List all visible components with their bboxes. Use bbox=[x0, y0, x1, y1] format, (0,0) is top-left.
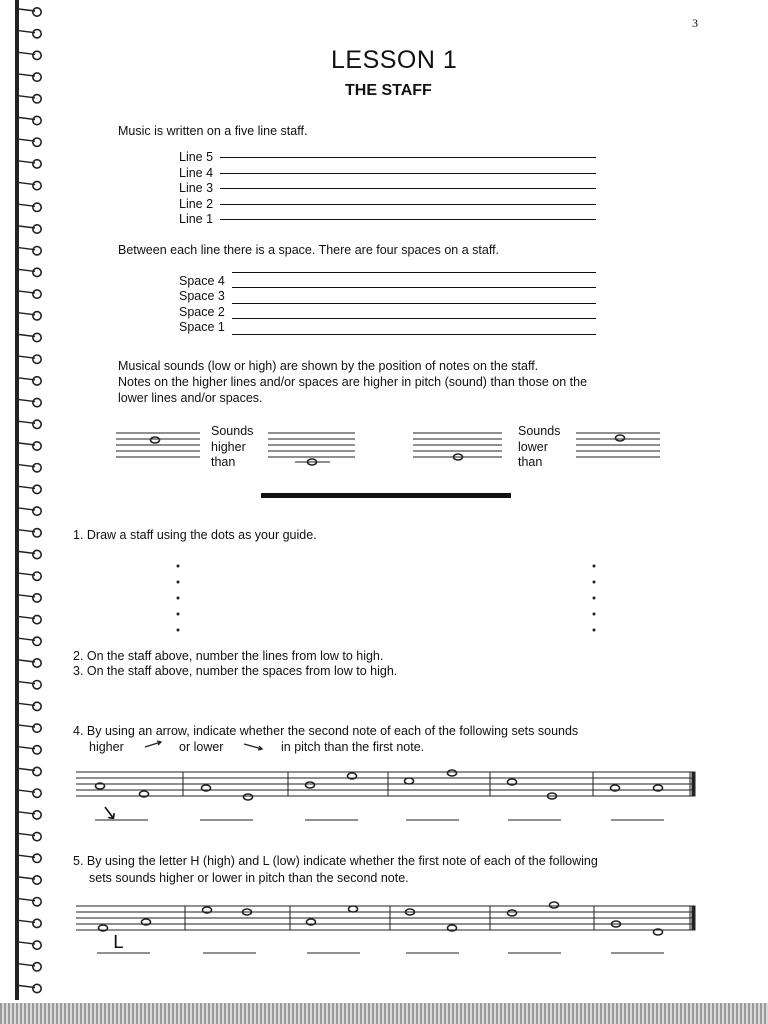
page-number: 3 bbox=[692, 16, 698, 30]
space-label: Space 2 bbox=[179, 305, 225, 319]
question-5-line1: 5. By using the letter H (high) and L (low) indicate whether the first note of each of the following bbox=[73, 854, 598, 868]
pitch-paragraph-line: Musical sounds (low or high) are shown by the position of notes on the staff. bbox=[118, 359, 539, 373]
pitch-paragraph-line: Notes on the higher lines and/or spaces are higher in pitch (sound) than those on the bbox=[118, 375, 588, 389]
question-4-higher: higher bbox=[89, 740, 124, 754]
example-higher-label: Sounds bbox=[211, 424, 254, 438]
example-lower-label: Sounds bbox=[518, 424, 561, 438]
scan-edge-bar bbox=[0, 1003, 768, 1024]
question-4-lower: or lower bbox=[179, 740, 224, 754]
exercise-5-staff bbox=[76, 906, 695, 930]
question-5-line2: sets sounds higher or lower in pitch than the second note. bbox=[89, 871, 409, 885]
space-label: Space 4 bbox=[179, 274, 225, 288]
question-1: 1. Draw a staff using the dots as your guide. bbox=[73, 528, 317, 542]
space-label: Space 1 bbox=[179, 320, 225, 334]
example-higher-label: higher bbox=[211, 440, 246, 454]
space-label: Space 3 bbox=[179, 289, 225, 303]
line-label: Line 3 bbox=[179, 181, 214, 195]
line-label: Line 2 bbox=[179, 197, 214, 211]
question-4-handwritten-answer: ↘ bbox=[99, 798, 120, 826]
line-label: Line 4 bbox=[179, 166, 214, 180]
line-label: Line 1 bbox=[179, 212, 214, 226]
question-4-rest: in pitch than the first note. bbox=[281, 740, 425, 754]
question-5-handwritten-answer: L bbox=[113, 932, 124, 953]
lesson-subtitle: THE STAFF bbox=[345, 82, 432, 99]
intro-spaces-text: Between each line there is a space. There are four spaces on a staff. bbox=[118, 243, 500, 257]
exercise-4-staff bbox=[76, 772, 695, 796]
question-4-line1: 4. By using an arrow, indicate whether the second note of each of the following sets sounds bbox=[73, 724, 579, 738]
example-lower-label: lower bbox=[518, 440, 548, 454]
example-lower-label: than bbox=[518, 455, 543, 469]
line-label: Line 5 bbox=[179, 150, 214, 164]
pitch-paragraph-line: lower lines and/or spaces. bbox=[118, 391, 263, 405]
intro-lines-text: Music is written on a five line staff. bbox=[118, 124, 308, 138]
lower-arrow-icon bbox=[244, 744, 262, 750]
question-3: 3. On the staff above, number the spaces from low to high. bbox=[73, 664, 398, 678]
higher-arrow-icon bbox=[145, 741, 161, 747]
question-2: 2. On the staff above, number the lines from low to high. bbox=[73, 649, 384, 663]
lesson-title: LESSON 1 bbox=[331, 46, 458, 74]
example-higher-label: than bbox=[211, 455, 236, 469]
